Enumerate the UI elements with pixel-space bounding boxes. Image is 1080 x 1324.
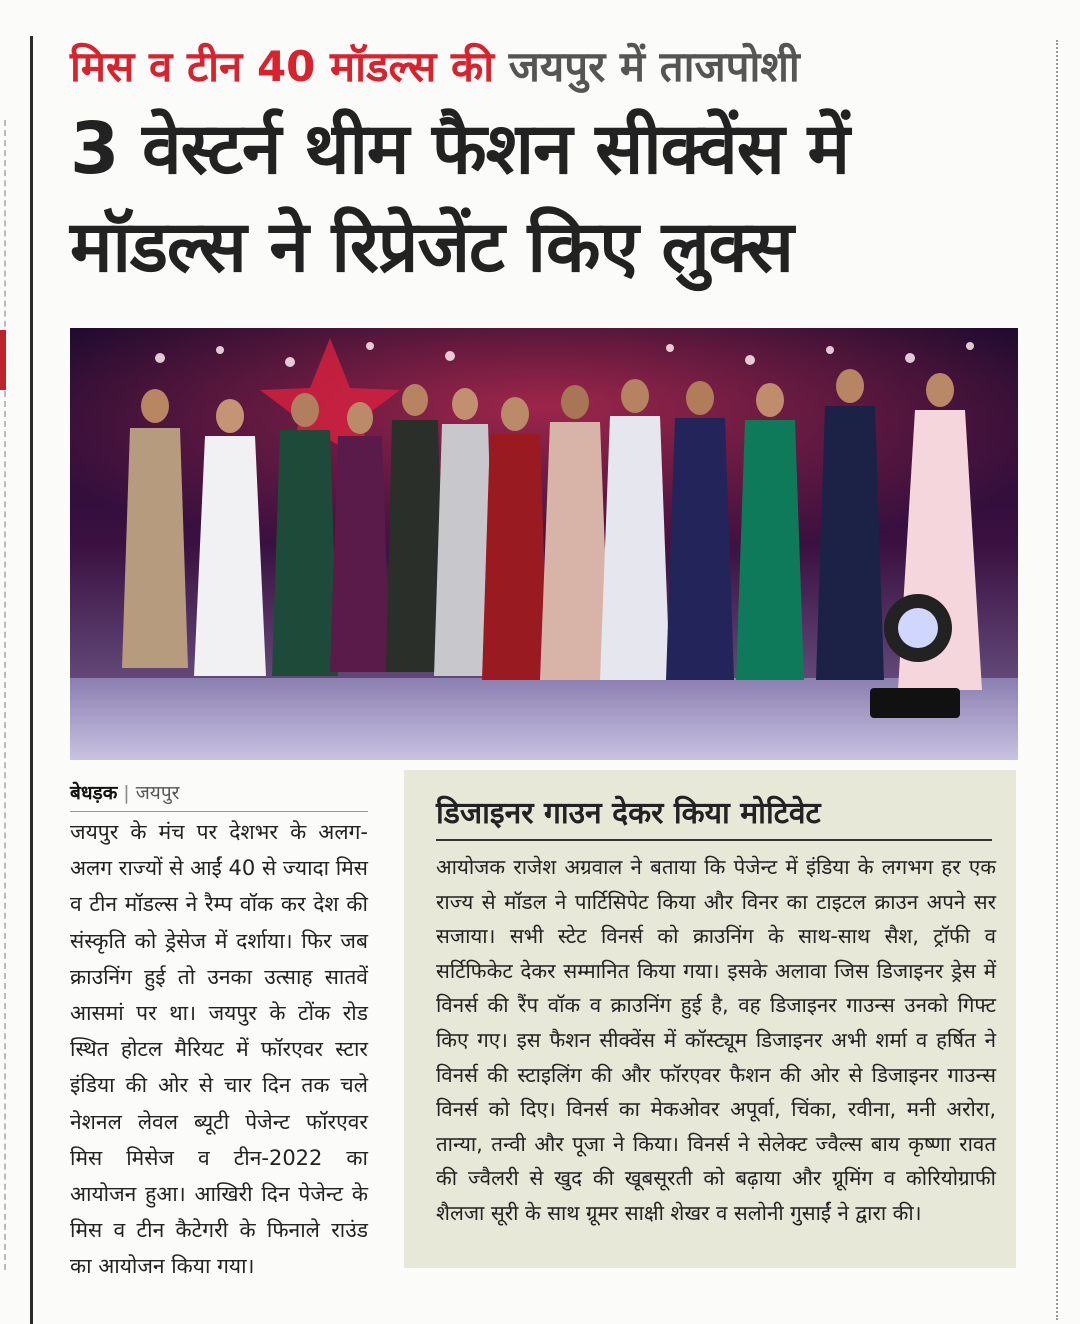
byline-separator: | <box>123 782 130 804</box>
models-on-stage-photo <box>70 328 1018 760</box>
headline <box>70 100 1050 296</box>
byline-rule <box>70 811 368 812</box>
sidebar-box <box>404 770 1016 1268</box>
left-column-rule <box>30 36 33 1324</box>
sidebar-title: डिजाइनर गाउन देकर किया मोटिवेट <box>436 796 821 831</box>
headline-text: 3 वेस्टर्न थीम फैशन सीक्वेंस में मॉडल्स ने रिप्रेजेंट किए लुक्स <box>70 107 849 288</box>
byline <box>70 778 179 808</box>
left-red-marker <box>0 330 6 390</box>
kicker-grey-text: जयपुर में ताजपोशी <box>508 42 800 91</box>
byline-city: जयपुर <box>135 782 180 804</box>
article-photo <box>70 328 1018 760</box>
article-body-left: जयपुर के मंच पर देशभर के अलग-अलग राज्यों से आईं 40 से ज्यादा मिस व टीन मॉडल्स ने रैम्प वॉक कर देश की संस्कृति को ड्रेसेज में दर्शाया। फिर जब क्राउनिंग हुई तो उनका उत्साह सातवें आसमां पर था। जयपुर के टोंक रोड स्थित होटल मैरियट में फॉरएवर स्टार इंडिया की ओर से चार दिन तक चले नेशनल लेवल ब्यूटी पेजेन्ट फॉरएवर मिस मिसेज व टीन-2022 का आयोजन हुआ। आखिरी दिन पेजेन्ट के मिस व टीन कैटेगरी के फिनाले राउंड का आयोजन किया गया। <box>70 820 368 1279</box>
kicker <box>70 34 1050 100</box>
sidebar-title-rule <box>436 839 992 841</box>
right-column-rule <box>1056 40 1058 1320</box>
sidebar-body: आयोजक राजेश अग्रवाल ने बताया कि पेजेन्ट में इंडिया के लगभग हर एक राज्य से मॉडल ने पार्टिसिपेट किया और विनर का टाइटल क्राउन अपने सर सजाया। सभी स्टेट विनर्स को क्राउनिंग के साथ-साथ सैश, ट्रॉफी व सर्टिफिकेट देकर सम्मानित किया गया। इसके अलावा जिस डिजाइनर ड्रेस में विनर्स की रैंप वॉक व क्राउनिंग हुई है, वह डिजाइनर गाउन्स उनको गिफ्ट किए गए। इस फैशन सीक्वेंस में कॉस्ट्यूम डिजाइनर अभी शर्मा व हर्षित ने विनर्स की स्टाइलिंग की और फॉरएवर फैशन की ओर से डिजाइनर गाउन्स विनर्स को दिए। विनर्स का मेकओवर अपूर्वा, चिंका, रवीना, मनी अरोरा, तान्या, तन्वी और पूजा ने किया। विनर्स ने सेलेक्ट ज्वैल्स बाय कृष्णा रावत की ज्वैलरी से खुद की खूबसूरती को बढ़ाया और ग्रूमिंग व कोरियोग्राफी शैलजा सूरी के साथ ग्रूमर साक्षी शेखर व सलोनी गुसाईं ने द्वारा की। <box>436 855 996 1225</box>
left-margin-dashes <box>4 120 6 1270</box>
kicker-red-text: मिस व टीन 40 मॉडल्स की <box>70 42 495 91</box>
byline-source: बेधड़क <box>70 782 118 804</box>
